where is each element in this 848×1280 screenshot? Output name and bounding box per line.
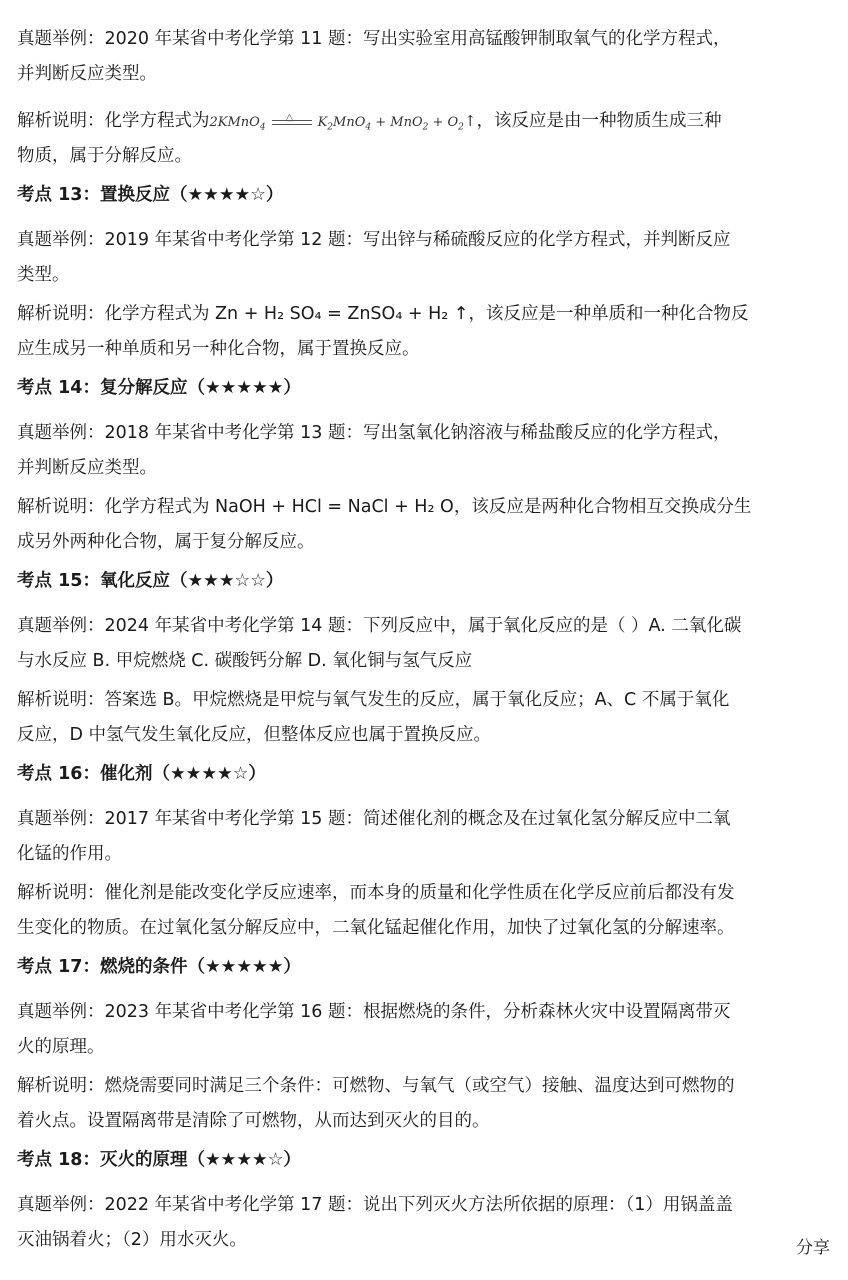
section-heading: 考点 15：氧化反应（★★★☆☆） [17, 571, 284, 591]
paragraph-line: 与水反应 B. 甲烷燃烧 C. 碳酸钙分解 D. 氧化铜与氢气反应 [17, 651, 473, 671]
subscript: 2 [327, 122, 334, 133]
paragraph-line: 着火点。设置隔离带是清除了可燃物，从而达到灭火的目的。 [17, 1111, 490, 1131]
section-heading: 考点 18：灭火的原理（★★★★☆） [17, 1150, 301, 1170]
paragraph-line: 应生成另一种单质和另一种化合物，属于置换反应。 [17, 339, 420, 359]
paragraph-line: 真题举例：2024 年某省中考化学第 14 题：下列反应中，属于氧化反应的是（ ）A. 二氧化碳 [17, 616, 742, 636]
paragraph-line: 类型。 [17, 265, 70, 285]
section-heading: 考点 14：复分解反应（★★★★★） [17, 378, 301, 398]
equals-with-heat [266, 112, 318, 130]
paragraph-line: 灭油锅着火；（2）用水灭火。 [17, 1230, 247, 1250]
paragraph-line: 真题举例：2019 年某省中考化学第 12 题：写出锌与稀硫酸反应的化学方程式，并判断反应 [17, 230, 731, 250]
section-heading: 考点 13：置换反应（★★★★☆） [17, 185, 284, 205]
paragraph-line: 真题举例：2018 年某省中考化学第 13 题：写出氢氧化钠溶液与稀盐酸反应的化学方程式， [17, 423, 731, 443]
paragraph-line: 火的原理。 [17, 1037, 105, 1057]
paragraph-line: 成另外两种化合物，属于复分解反应。 [17, 532, 315, 552]
paragraph-line: 解析说明：催化剂是能改变化学反应速率，而本身的质量和化学性质在化学反应前后都没有发 [17, 883, 735, 903]
paragraph-line: 真题举例：2017 年某省中考化学第 15 题：简述催化剂的概念及在过氧化氢分解反应中二氧 [17, 809, 731, 829]
reactant: 2KMnO [209, 115, 260, 130]
heat-triangle-icon: △ [285, 112, 294, 123]
paragraph-line: 真题举例：2020 年某省中考化学第 11 题：写出实验室用高锰酸钾制取氧气的化学方程式， [17, 29, 731, 49]
product: + MnO [375, 115, 423, 130]
paragraph-line: 解析说明：燃烧需要同时满足三个条件：可燃物、与氧气（或空气）接触、温度达到可燃物的 [17, 1076, 735, 1096]
paragraph-line: 解析说明：答案选 B。甲烷燃烧是甲烷与氧气发生的反应，属于氧化反应；A、C 不属于氧化 [17, 690, 730, 710]
paragraph-line: 解析说明：化学方程式为 NaOH + HCl = NaCl + H₂ O，该反应是两种化合物相互交换成分生 [17, 497, 752, 517]
subscript: 4 [259, 122, 266, 133]
formula-tail: ，该反应是由一种物质生成三种 [476, 111, 722, 131]
product: MnO [333, 115, 366, 130]
formula-intro: 解析说明：化学方程式为 [17, 111, 210, 131]
paragraph-line: 反应，D 中氢气发生氧化反应，但整体反应也属于置换反应。 [17, 725, 492, 745]
paragraph-line: 真题举例：2022 年某省中考化学第 17 题：说出下列灭火方法所依据的原理：（1）用锅盖盖 [17, 1195, 733, 1215]
share-button[interactable]: 分享 [796, 1233, 830, 1258]
gas-arrow-icon: ↑ [463, 112, 477, 130]
paragraph-line: 生变化的物质。在过氧化氢分解反应中，二氧化锰起催化作用，加快了过氧化氢的分解速率。 [17, 918, 735, 938]
paragraph-line: 真题举例：2023 年某省中考化学第 16 题：根据燃烧的条件，分析森林火灾中设置隔离带灭 [17, 1002, 731, 1022]
paragraph-line: 化锰的作用。 [17, 844, 122, 864]
paragraph-line: 物质，属于分解反应。 [17, 146, 192, 166]
subscript: 4 [365, 122, 372, 133]
section-heading: 考点 16：催化剂（★★★★☆） [17, 764, 266, 784]
paragraph-line: 解析说明：化学方程式为 Zn + H₂ SO₄ = ZnSO₄ + H₂ ↑，该反应是一种单质和一种化合物反 [17, 304, 749, 324]
section-heading: 考点 17：燃烧的条件（★★★★★） [17, 957, 301, 977]
chemical-equation [209, 112, 477, 133]
product: K [317, 115, 328, 130]
paragraph-line: 并判断反应类型。 [17, 458, 157, 478]
paragraph-line: 并判断反应类型。 [17, 64, 157, 84]
subscript: 2 [422, 122, 429, 133]
subscript: 2 [458, 122, 464, 133]
product: + O [432, 115, 459, 130]
